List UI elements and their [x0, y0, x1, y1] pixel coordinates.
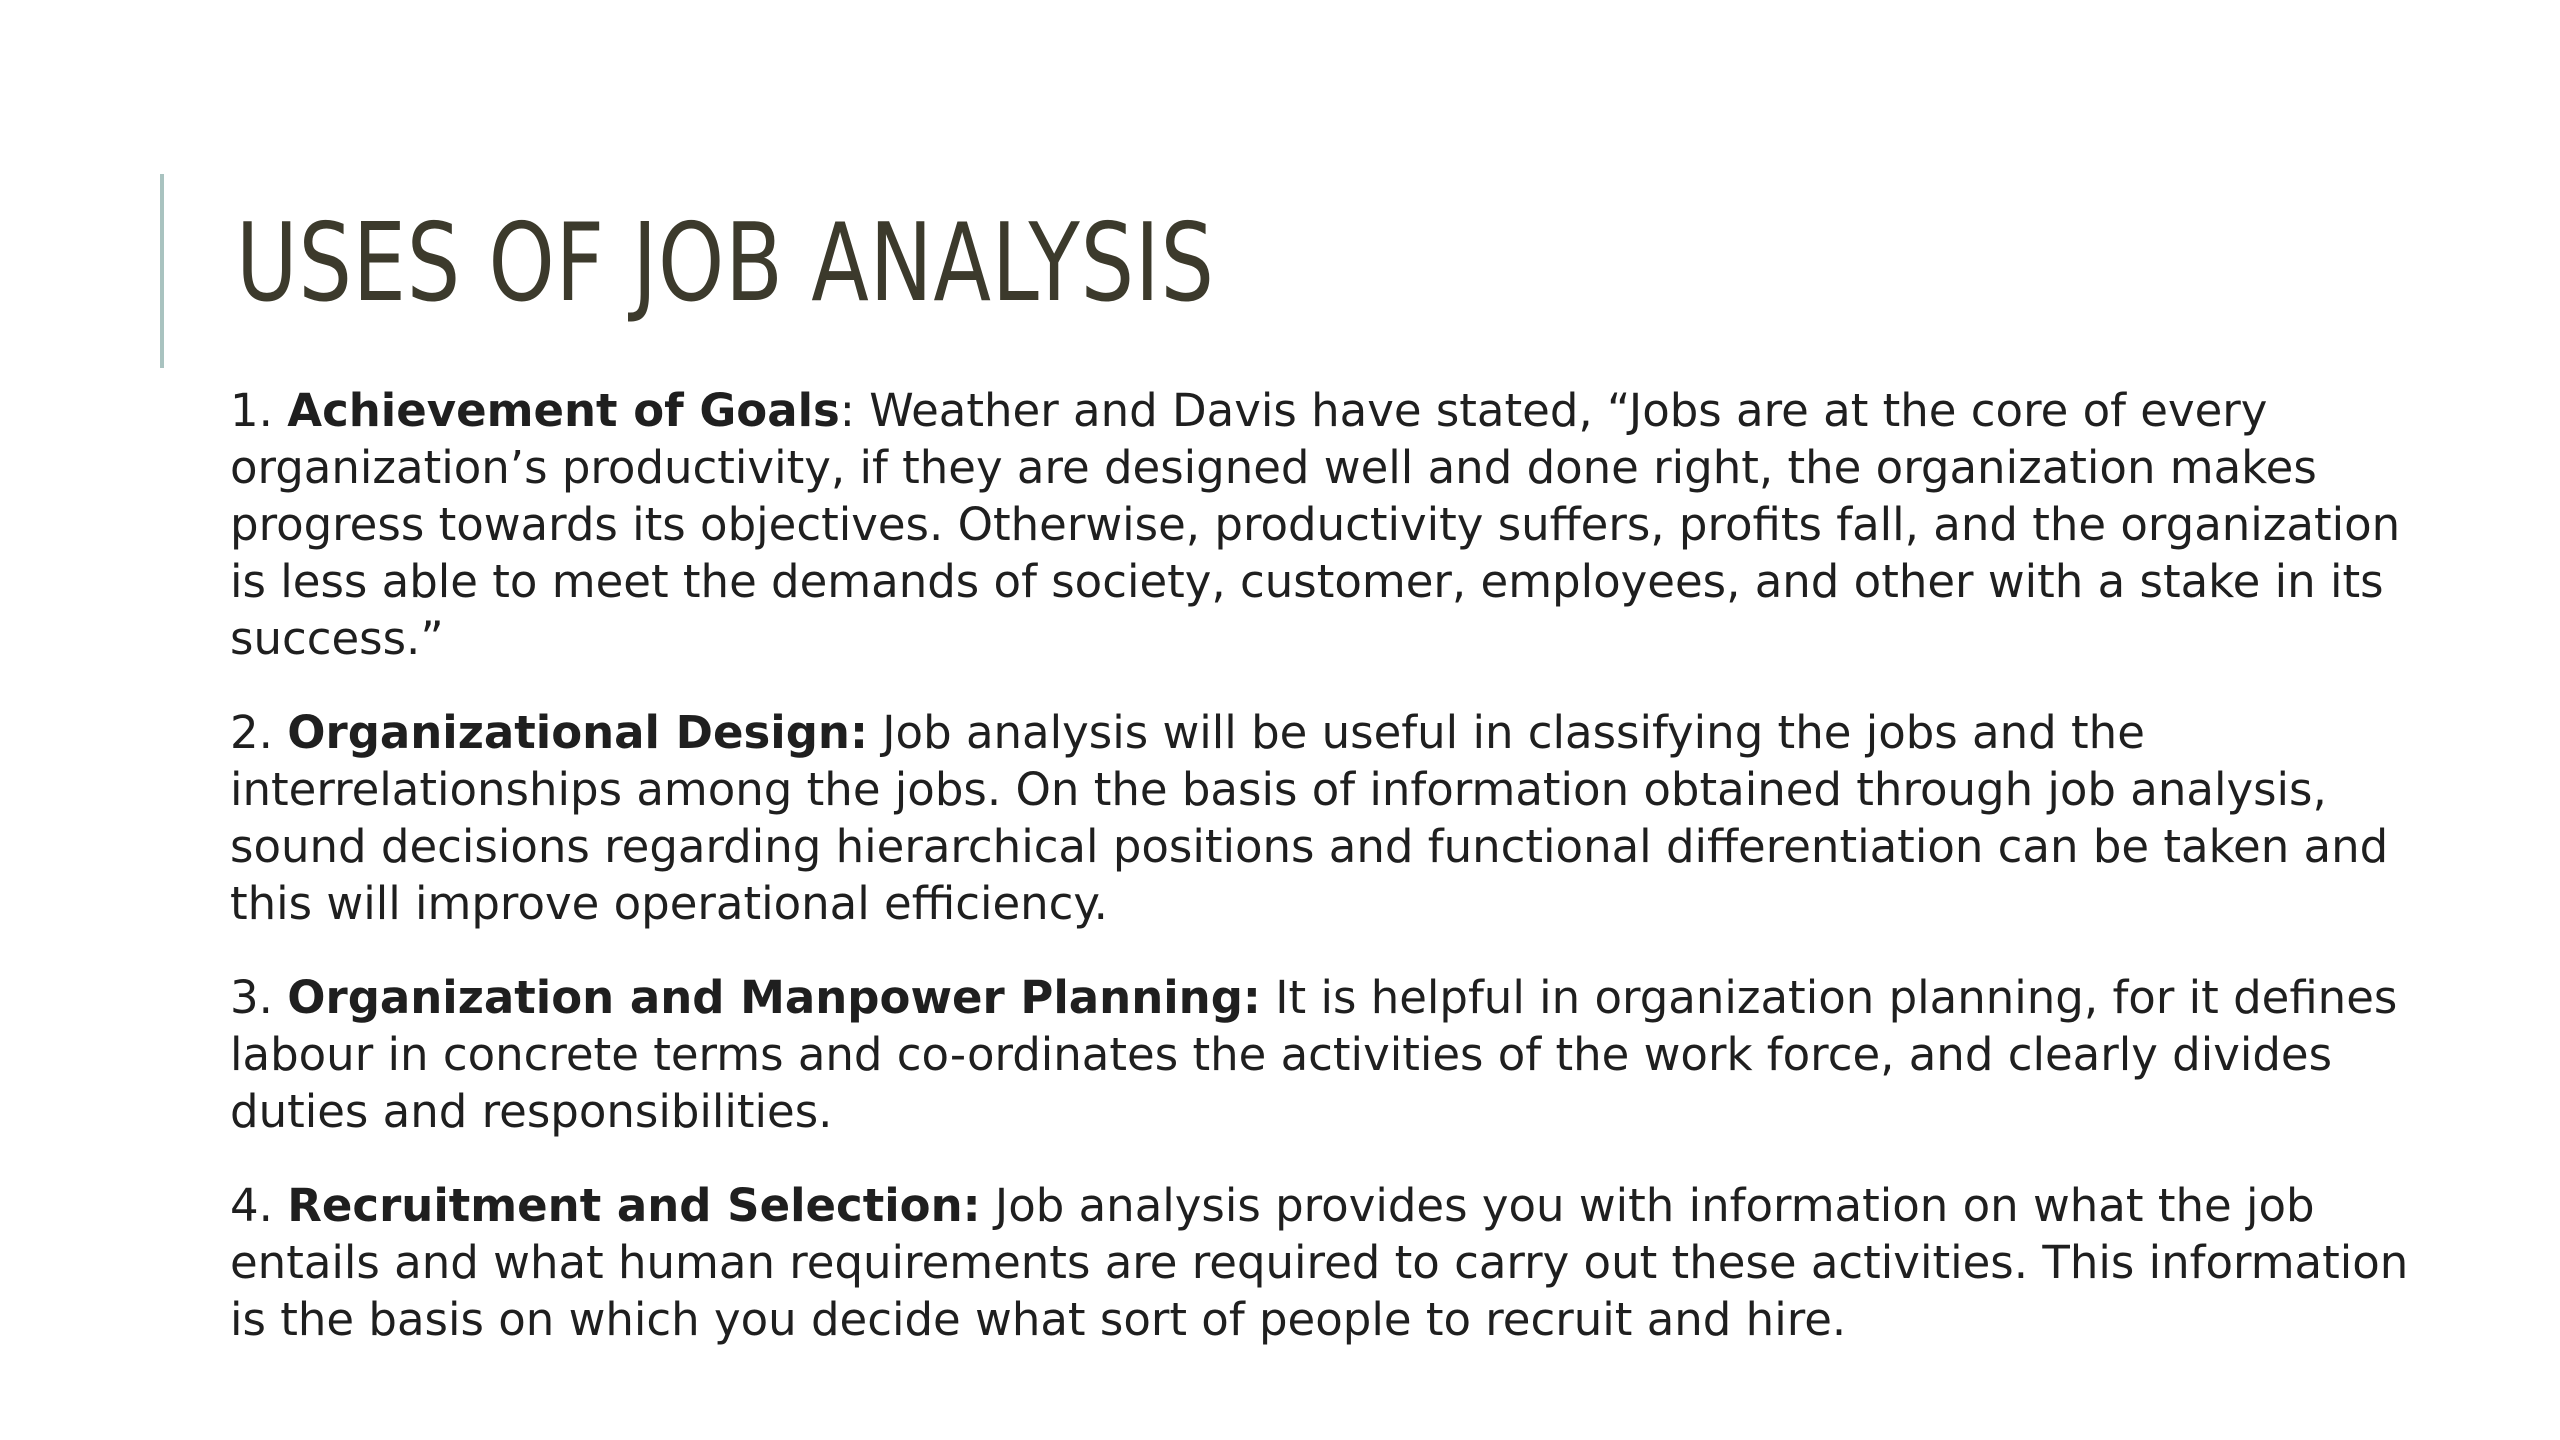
list-item-achievement-of-goals: [230, 382, 2450, 667]
list-item-manpower-planning: [230, 969, 2450, 1140]
item-heading: Organizational Design:: [287, 706, 868, 759]
item-separator: [868, 706, 882, 759]
item-number: 2.: [230, 706, 288, 759]
title-accent-bar: [160, 174, 164, 368]
item-number: 3.: [230, 971, 288, 1024]
list-item-recruitment-and-selection: [230, 1177, 2450, 1348]
item-separator: [1261, 971, 1275, 1024]
item-text: Job analysis will be useful in classifying the jobs and the interrelationships among the jobs. On the basis of information obtained through job analysis, sound decisions regarding hierarchical positions and functional differentiation can be taken and this will improve operational efficiency.: [230, 706, 2389, 930]
slide-body: [230, 382, 2450, 1385]
slide-title: USES OF JOB ANALYSIS: [236, 201, 1215, 326]
item-text: Job analysis provides you with information on what the job entails and what human requirements are required to carry out these activities. This information is the basis on which you decide what sort of people to recruit and hire.: [230, 1179, 2409, 1346]
item-number: 4.: [230, 1179, 288, 1232]
item-heading: Organization and Manpower Planning:: [287, 971, 1261, 1024]
item-separator: :: [839, 384, 870, 437]
item-text: It is helpful in organization planning, for it defines labour in concrete terms and co-ordinates the activities of the work force, and clearly divides duties and responsibilities.: [230, 971, 2398, 1138]
item-separator: [981, 1179, 995, 1232]
item-heading: Achievement of Goals: [287, 384, 840, 437]
item-number: 1.: [230, 384, 288, 437]
list-item-organizational-design: [230, 704, 2450, 932]
item-text: Weather and Davis have stated, “Jobs are at the core of every organization’s productivity, if they are designed well and done right, the organization makes progress towards its objectives. Otherwise, productivity suffers, profits fall, and the organization is less able to meet the demands of society, customer, employees, and other with a stake in its success.”: [230, 384, 2401, 665]
item-heading: Recruitment and Selection:: [287, 1179, 981, 1232]
